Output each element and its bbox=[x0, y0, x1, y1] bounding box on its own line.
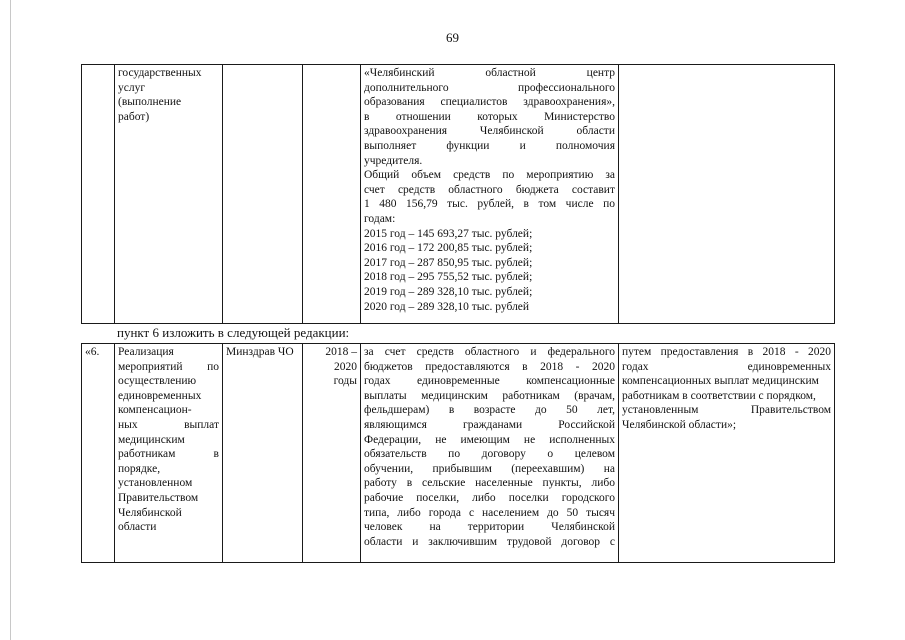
text-line: годам: bbox=[364, 212, 396, 225]
text-line: рабочие поселки, либо поселки городского bbox=[364, 491, 615, 504]
text-line: медицинским bbox=[118, 433, 185, 446]
measure-cell bbox=[115, 344, 223, 563]
page-number: 69 bbox=[446, 30, 459, 45]
text-line: 2017 год – 287 850,95 тыс. рублей; bbox=[364, 256, 533, 269]
text-line: в отношении которых Министерство bbox=[364, 110, 615, 123]
text-line: ных выплат bbox=[118, 418, 219, 431]
text-line: 2018 год – 295 755,52 тыс. рублей; bbox=[364, 271, 533, 284]
text-line: путем предоставления в 2018 - 2020 bbox=[622, 346, 831, 358]
num-cell: «6. bbox=[82, 344, 115, 563]
description-cell bbox=[361, 344, 619, 563]
text-line: обучении, прибывшим (переехавшим) на bbox=[364, 462, 615, 475]
text-line: здравоохранения Челябинской области bbox=[364, 125, 615, 138]
text-line: 2020 год – 289 328,10 тыс. рублей bbox=[364, 300, 530, 313]
text-line: Федерации, не имеющим не исполненных bbox=[364, 433, 615, 446]
text-line: работ) bbox=[118, 110, 150, 123]
text-line: осуществлению bbox=[118, 375, 197, 388]
text-line: 2019 год – 289 328,10 тыс. рублей; bbox=[364, 285, 533, 298]
text-line: единовременных bbox=[118, 389, 202, 402]
page-edge-line bbox=[10, 0, 11, 640]
text-line: 2018 – bbox=[325, 346, 357, 358]
result-cell bbox=[619, 65, 835, 324]
text-line: 2020 bbox=[334, 360, 357, 373]
text-line: Общий объем средств по мероприятию за bbox=[364, 169, 615, 182]
text-line: области и заключившим трудовой договор с bbox=[364, 535, 615, 548]
text-line: годах единовременных bbox=[622, 360, 831, 373]
text-line: услуг bbox=[118, 81, 146, 94]
text-line: человек на территории Челябинской bbox=[364, 521, 615, 534]
table-row bbox=[82, 344, 835, 563]
text-line: годах единовременные компенсационные bbox=[364, 375, 615, 388]
text-line: компенсационных выплат медицинским bbox=[622, 375, 819, 388]
text-line: государственных bbox=[118, 67, 202, 79]
text-line: являющимся гражданами Российской bbox=[364, 418, 615, 431]
result-cell bbox=[619, 344, 835, 563]
text-line: работникам в соответствии с порядком, bbox=[622, 389, 816, 402]
text-line: 1 480 156,79 тыс. рублей, в том числе по bbox=[364, 198, 615, 211]
section-note: пункт 6 изложить в следующей редакции: bbox=[117, 325, 350, 340]
text-line: компенсацион- bbox=[118, 404, 192, 417]
text-line: годы bbox=[333, 375, 357, 388]
text-line: Челябинской области»; bbox=[622, 418, 737, 431]
text-line: выплаты медицинским работникам (врачам, bbox=[364, 389, 615, 402]
num-cell bbox=[82, 65, 115, 324]
text-line: за счет средств областного и федерального bbox=[364, 346, 615, 358]
description-cell bbox=[361, 65, 619, 324]
text-line: обязательств по договору о целевом bbox=[364, 448, 615, 461]
text-line: Правительством bbox=[118, 491, 199, 504]
text-line: дополнительного профессионального bbox=[364, 81, 615, 94]
text-line: 2015 год – 145 693,27 тыс. рублей; bbox=[364, 227, 533, 240]
program-table-new-item bbox=[81, 343, 835, 563]
period-cell bbox=[303, 65, 361, 324]
text-line: учредителя. bbox=[364, 154, 423, 167]
text-line: фельдшерам) в возрасте до 50 лет, bbox=[364, 404, 615, 417]
table-row bbox=[82, 65, 835, 324]
text-line: работникам в bbox=[118, 448, 219, 461]
text-line: (выполнение bbox=[118, 96, 182, 109]
text-line: образования специалистов здравоохранения», bbox=[364, 96, 615, 109]
text-line: счет средств областного бюджета составит bbox=[364, 183, 615, 196]
text-line: мероприятий по bbox=[118, 360, 219, 373]
text-line: «Челябинский областной центр bbox=[364, 67, 615, 79]
text-line: 2016 год – 172 200,85 тыс. рублей; bbox=[364, 242, 533, 255]
executor-cell bbox=[223, 65, 303, 324]
text-line: области bbox=[118, 521, 157, 534]
text-line: Челябинской bbox=[118, 506, 182, 519]
text-line: работу в сельские населенные пункты, либо bbox=[364, 477, 615, 490]
text-line: установленным Правительством bbox=[622, 404, 831, 417]
executor-cell: Минздрав ЧО bbox=[223, 344, 303, 563]
text-line: выполняет функции и полномочия bbox=[364, 139, 615, 152]
period-cell bbox=[303, 344, 361, 563]
text-line: бюджетов предоставляются в 2018 - 2020 bbox=[364, 360, 615, 373]
text-line: порядке, bbox=[118, 462, 161, 475]
measure-cell bbox=[115, 65, 223, 324]
text-line: Реализация bbox=[118, 346, 174, 358]
program-table-continuation bbox=[81, 64, 835, 324]
text-line: установленном bbox=[118, 477, 193, 490]
text-line: типа, либо города с населением до 50 тысяч bbox=[364, 506, 615, 519]
